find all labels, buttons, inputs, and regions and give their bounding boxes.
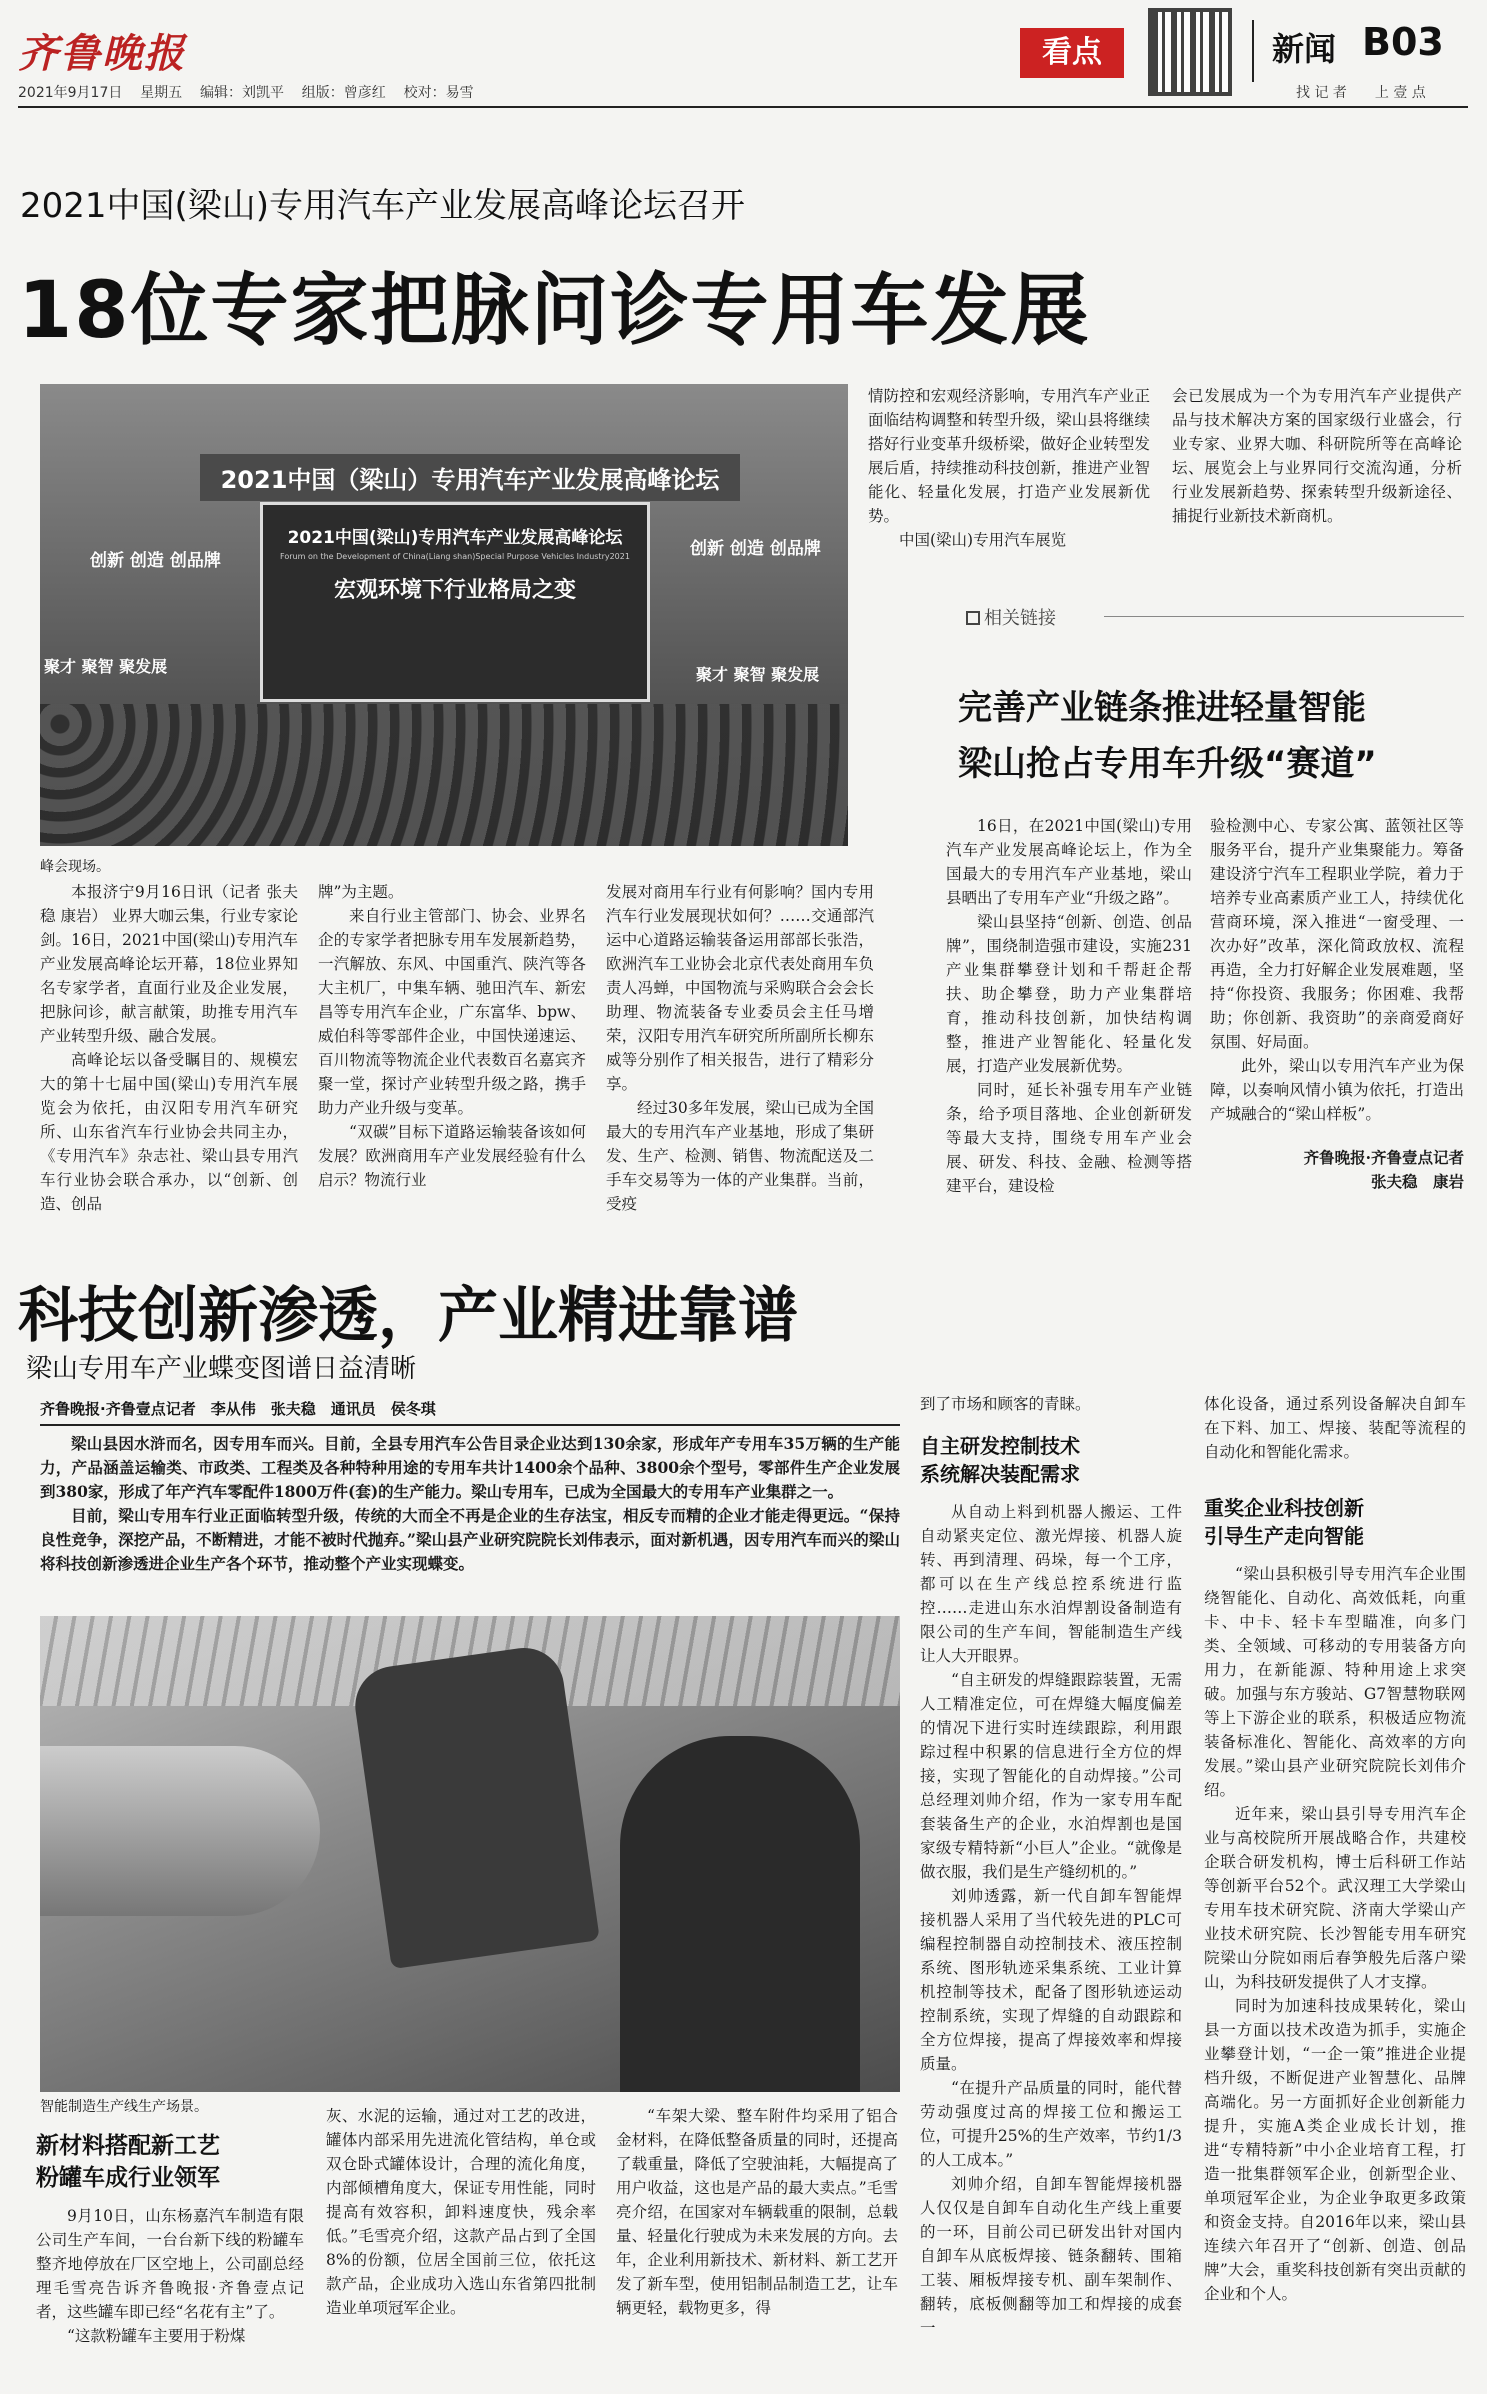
proof-credit: 校对：易雪 bbox=[403, 85, 474, 101]
tank-cylinder bbox=[40, 1746, 320, 1916]
text-paragraph: 梁山县因水浒而名，因专用车而兴。目前，全县专用汽车公告目录企业达到130余家，形成年产专用车35万辆的生产能力，产品涵盖运输类、市政类、工程类及各种特种用途的专用车共计1400余个品种、3800余个型号，零部件生产企业发展到380家，形成了年产汽车零配件1800万件(套)的生产能力。梁山专用车，已成为全国最大的专用车产业集群之一。 bbox=[40, 1434, 900, 1501]
article2-byline: 齐鲁晚报·齐鲁壹点记者 李从伟 张夫稳 通讯员 侯冬琪 bbox=[40, 1400, 436, 1418]
text-paragraph: 此外，梁山以专用汽车产业为保障，以奏响风情小镇为依托，打造出产城融合的“梁山样板”。 bbox=[1210, 1057, 1464, 1123]
related-headline-2: 梁山抢占专用车升级“赛道” bbox=[958, 744, 1377, 784]
related-col2 bbox=[1210, 814, 1464, 1140]
masthead bbox=[0, 0, 1487, 110]
text-paragraph: “双碳”目标下道路运输装备该如何发展？欧洲商用车产业发展经验有什么启示？物流行业 bbox=[318, 1123, 586, 1189]
masthead-slogan: 找 记 者 上 壹 点 bbox=[1296, 85, 1426, 101]
related-label-text: 相关链接 bbox=[984, 608, 1056, 629]
article2-lead bbox=[40, 1432, 900, 1608]
factory-photo-caption: 智能制造生产线生产场景。 bbox=[40, 2099, 208, 2115]
text-paragraph: 近年来，梁山县引导专用汽车企业与高校院所开展战略合作，共建校企联合研发机构，博士后科研工作站等创新平台52个。武汉理工大学梁山专用车技术研究院、济南大学梁山产业技术研究院、长沙智能专用车研究院梁山分院如雨后春笋般先后落户梁山，为科技研发提供了人才支撑。 bbox=[1204, 1805, 1466, 1991]
section-name: 新闻 bbox=[1272, 30, 1337, 68]
screen-title: 2021中国(梁山)专用汽车产业发展高峰论坛 bbox=[287, 528, 623, 548]
related-byline-2: 张夫稳 康岩 bbox=[1370, 1172, 1464, 1191]
forum-photo bbox=[40, 384, 848, 846]
article1-col4 bbox=[868, 384, 1150, 564]
article2-rule bbox=[40, 1424, 900, 1426]
text-paragraph: 来自行业主管部门、协会、业界名企的专家学者把脉专用车发展新趋势，一汽解放、东风、中国重汽、陕汽等各大主机厂，中集车辆、驰田汽车、新宏昌等专用汽车企业，广东富华、bpw、威伯科等零部件企业，中国快递速运、百川物流等物流企业代表数百名嘉宾齐聚一堂，探讨产业转型升级之路，携手助力产业升级与变革。 bbox=[318, 907, 586, 1117]
qr-code-icon bbox=[1148, 8, 1232, 96]
text-paragraph: 刘帅介绍，自卸车智能焊接机器人仅仅是自卸车自动化生产线上重要的一环，目前公司已研发出针对国内自卸车从底板焊接、链条翻转、围箱工装、厢板焊接专机、副车架制作、翻转，底板侧翻等加工和焊接的成套一 bbox=[920, 2175, 1182, 2337]
stage-screen bbox=[260, 502, 650, 702]
related-rule bbox=[1104, 616, 1464, 617]
text-paragraph: 同时，延长补强专用车产业链条，给予项目落地、企业创新研发等最大支持，围绕专用车产业会展、研发、科技、金融、检测等搭建平台，建设检 bbox=[946, 1081, 1192, 1195]
robot-arm bbox=[350, 1643, 600, 1969]
text-paragraph: 9月10日，山东杨嘉汽车制造有限公司生产车间，一台台新下线的粉罐车整齐地停放在厂区空地上，公司副总经理毛雪亮告诉齐鲁晚报·齐鲁壹点记者，这些罐车即已经“名花有主”了。 bbox=[36, 2207, 304, 2321]
sub2-col bbox=[920, 1500, 1182, 2386]
article1-col1 bbox=[40, 880, 298, 1213]
issue-date: 2021年9月17日 bbox=[18, 85, 123, 101]
sub3-headline bbox=[1204, 1494, 1364, 1550]
related-col1 bbox=[946, 814, 1192, 1238]
text-paragraph: 本报济宁9月16日讯（记者 张夫稳 康岩） 业界大咖云集，行业专家论剑。16日，2021中国(梁山)专用汽车产业发展高峰论坛开幕，18位业界知名专家学者，直面行业及企业发展，把脉问诊，献言献策，助推专用汽车产业转型升级、融合发展。 bbox=[40, 883, 298, 1045]
page-number: B03 bbox=[1362, 20, 1444, 64]
issue-info bbox=[18, 82, 474, 102]
masthead-divider bbox=[1252, 20, 1254, 82]
photo-slogan-left: 创新 创造 创品牌 bbox=[90, 551, 221, 571]
text-paragraph: 梁山县坚持“创新、创造、创品牌”，围绕制造强市建设，实施231产业集群攀登计划和千帮赶企帮扶、助企攀登，助力产业集群培育，推动科技创新，加快结构调整，推进产业智能化、轻量化发展，打造产业发展新优势。 bbox=[946, 913, 1192, 1075]
article2-subhead: 梁山专用车产业蝶变图谱日益清晰 bbox=[26, 1354, 417, 1384]
text-paragraph: 目前，梁山专用车行业正面临转型升级，传统的大而全不再是企业的生存法宝，相反专而精的企业才能走得更远。“保持良性竞争，深挖产品，不断精进，才能不被时代抛弃。”梁山县产业研究院院长刘伟表示，面对新机遇，因专用汽车而兴的梁山将科技创新渗透进企业生产各个环节，推动整个产业实现蝶变。 bbox=[40, 1506, 900, 1573]
issue-weekday: 星期五 bbox=[140, 85, 183, 101]
related-label bbox=[966, 604, 1056, 630]
text-paragraph: 刘帅透露，新一代自卸车智能焊接机器人采用了当代较先进的PLC可编程控制器自动控制技术、液压控制系统、图形轨迹采集系统、工业计算机控制等技术，配备了图形轨迹运动控制系统，实现了焊缝的自动跟踪和全方位焊接，提高了焊接效率和焊接质量。 bbox=[920, 1887, 1182, 2073]
article1-col5 bbox=[1172, 384, 1462, 564]
text-paragraph: “车架大梁、整车附件均采用了铝合金材料，在降低整备质量的同时，还提高了载重量，降低了空驶油耗，大幅提高了用户收益，这也是产品的最大卖点。”毛雪亮介绍，在国家对车辆载重的限制，总载量、轻量化行驶成为未来发展的方向。去年，企业利用新技术、新材料、新工艺开发了新车型，使用铝制品制造工艺，让车辆更轻，载物更多，得 bbox=[616, 2107, 898, 2317]
layout-credit: 组版：曾彦红 bbox=[301, 85, 386, 101]
audience-crowd bbox=[40, 704, 848, 846]
text-paragraph: 灰、水泥的运输，通过对工艺的改进，罐体内部采用先进流化管结构，单仓或双仓卧式罐体设计，合理的流化角度，内部倾槽角度大，保证专用性能，同时提高有效容积，卸料速度快，残余率低。”毛雪亮介绍，这款产品占到了全国8%的份额，位居全国前三位，依托这款产品，企业成功入选山东省第四批制造业单项冠军企业。 bbox=[326, 2107, 596, 2317]
sub3-line1: 重奖企业科技创新 bbox=[1204, 1496, 1364, 1520]
text-paragraph: “梁山县积极引导专用汽车企业围绕智能化、自动化、高效低耗，向重卡、中卡、轻卡车型瞄准，向多门类、全领域、可移动的专用装备方向用力，在新能源、特种用途上求突破。加强与东方骏站、G7智慧物联网等上下游企业的联系，积极适应物流装备标准化、智能化、高效率的方向发展。”梁山县产业研究院院长刘伟介绍。 bbox=[1204, 1565, 1466, 1799]
photo-bottom-left: 聚才 聚智 聚发展 bbox=[44, 657, 168, 676]
text-paragraph: 情防控和宏观经济影响，专用汽车产业正面临结构调整和转型升级，梁山县将继续搭好行业变革升级桥梁，做好企业转型发展后盾，持续推动科技创新，推进产业智能化、轻量化发展，打造产业发展新优势。 bbox=[868, 387, 1150, 525]
text-paragraph: 发展对商用车行业有何影响？国内专用汽车行业发展现状如何？……交通部汽运中心道路运输装备运用部部长张浩，欧洲汽车工业协会北京代表处商用车负责人冯蝉，中国物流与采购联合会会长助理、物流装备专业委员会主任马增荣，汉阳专用汽车研究所所副所长柳东威等分别作了相关报告，进行了精彩分享。 bbox=[606, 883, 874, 1093]
text-paragraph: “自主研发的焊缝跟踪装置，无需人工精准定位，可在焊缝大幅度偏差的情况下进行实时连续跟踪，利用跟踪过程中积累的信息进行全方位的焊接，实现了智能化的自动焊接。”公司总经理刘帅介绍，作为一家专用车配套装备生产的企业，水泊焊割也是国家级专精特新“小巨人”企业。“就像是做衣服，我们是生产缝纫机的。” bbox=[920, 1671, 1182, 1881]
text-paragraph: 经过30多年发展，梁山已成为全国最大的专用汽车产业基地，形成了集研发、生产、检测、销售、物流配送及二手车交易等为一体的产业集群。当前，受疫 bbox=[606, 1099, 874, 1213]
sub1-line2: 粉罐车成行业领军 bbox=[36, 2165, 220, 2191]
text-paragraph: 验检测中心、专家公寓、蓝领社区等服务平台，提升产业集聚能力。筹备建设济宁汽车工程职业学院，着力于培养专业高素质产业工人，持续优化营商环境，深入推进“一窗受理、一次办好”改革，深化简政放权、流程再造，全力打好解企业发展难题，坚持“你投资、我服务；你困难、我帮助；你创新、我资助”的亲商爱商好氛围、好局面。 bbox=[1210, 817, 1464, 1051]
editor-credit: 编辑：刘凯平 bbox=[199, 85, 284, 101]
photo-caption: 峰会现场。 bbox=[40, 859, 110, 875]
photo-banner: 2021中国（梁山）专用汽车产业发展高峰论坛 bbox=[200, 454, 740, 501]
related-headline-1: 完善产业链条推进轻量智能 bbox=[958, 688, 1366, 728]
photo-bottom-right: 聚才 聚智 聚发展 bbox=[696, 665, 820, 684]
screen-topic: 宏观环境下行业格局之变 bbox=[333, 578, 576, 603]
text-paragraph: 高峰论坛以备受瞩目的、规模宏大的第十七届中国(梁山)专用汽车展览会为依托，由汉阳专用汽车研究所、山东省汽车行业协会共同主办，《专用汽车》杂志社、梁山县专用汽车行业协会联合承办，以“创新、创造、创品 bbox=[40, 1051, 298, 1213]
newspaper-logo: 齐鲁晚报 bbox=[18, 30, 186, 77]
worker-figure bbox=[620, 1736, 860, 2092]
mid-col-top: 到了市场和顾客的青睐。 bbox=[920, 1395, 1091, 1413]
sub3-col bbox=[1204, 1562, 1466, 2386]
masthead-rule bbox=[18, 106, 1468, 108]
sub3-line2: 引导生产走向智能 bbox=[1204, 1524, 1364, 1548]
sub1-headline bbox=[36, 2130, 220, 2194]
text-paragraph: 16日，在2021中国(梁山)专用汽车产业发展高峰论坛上，作为全国最大的专用汽车产业基地，梁山县晒出了专用车产业“升级之路”。 bbox=[946, 817, 1192, 907]
sub1-line1: 新材料搭配新工艺 bbox=[36, 2133, 220, 2159]
text-paragraph: 牌”为主题。 bbox=[318, 883, 404, 901]
text-paragraph: 从自动上料到机器人搬运、工件自动紧夹定位、激光焊接、机器人旋转、再到清理、码垛，每一个工序，都可以在生产线总控系统进行监控……走进山东水泊焊割设备制造有限公司的生产车间，智能制造生产线让人大开眼界。 bbox=[920, 1503, 1182, 1665]
related-byline-1: 齐鲁晚报·齐鲁壹点记者 bbox=[1303, 1148, 1464, 1167]
article1-headline: 18位专家把脉问诊专用车发展 bbox=[18, 266, 1091, 356]
article2-headline: 科技创新渗透，产业精进靠谱 bbox=[18, 1281, 798, 1351]
sub1-col1 bbox=[36, 2204, 304, 2384]
text-paragraph: “在提升产品质量的同时，能代替劳动强度过高的焊接工位和搬运工位，可提升25%的生产效率，节约1/3的人工成本。” bbox=[920, 2079, 1182, 2169]
section-tag: 看点 bbox=[1020, 28, 1124, 78]
link-box-icon bbox=[966, 611, 980, 625]
photo-slogan-right: 创新 创造 创品牌 bbox=[690, 539, 821, 559]
sub2-line2: 系统解决装配需求 bbox=[920, 1462, 1080, 1486]
article1-col2 bbox=[318, 880, 586, 1198]
related-byline bbox=[1210, 1146, 1464, 1198]
article1-kicker: 2021中国(梁山)专用汽车产业发展高峰论坛召开 bbox=[20, 186, 746, 226]
text-paragraph: 同时为加速科技成果转化，梁山县一方面以技术改造为抓手，实施企业攀登计划，“一企一策”推进企业提档升级，不断促进产业智慧化、品牌高端化。另一方面抓好企业创新能力提升，实施A类企业成长计划，推进“专精特新”中小企业培育工程，打造一批集群领军企业，创新型企业、单项冠军企业，为企业争取更多政策和资金支持。自2016年以来，梁山县连续六年召开了“创新、创造、创品牌”大会，重奖科技创新有突出贡献的企业和个人。 bbox=[1204, 1997, 1466, 2303]
screen-subtitle: Forum on the Development of China(Liang shan)Special Purpose Vehicles Industry2021 bbox=[280, 552, 630, 561]
sub1-col3 bbox=[616, 2104, 898, 2384]
sub2-line1: 自主研发控制技术 bbox=[920, 1434, 1080, 1458]
text-paragraph: “这款粉罐车主要用于粉煤 bbox=[67, 2327, 246, 2345]
text-paragraph: 会已发展成为一个为专用汽车产业提供产品与技术解决方案的国家级行业盛会，行业专家、业界大咖、科研院所等在高峰论坛、展览会上与业界同行交流沟通，分析行业发展新趋势、探索转型升级新途径、捕捉行业新技术新商机。 bbox=[1172, 387, 1462, 525]
right-col-top: 体化设备，通过系列设备解决自卸车在下料、加工、焊接、装配等流程的自动化和智能化需求。 bbox=[1204, 1395, 1466, 1461]
sub2-headline bbox=[920, 1432, 1080, 1488]
text-paragraph: 中国(梁山)专用汽车展览 bbox=[899, 531, 1067, 549]
sub1-col2 bbox=[326, 2104, 596, 2384]
article1-col3 bbox=[606, 880, 874, 1213]
factory-photo bbox=[40, 1616, 900, 2092]
